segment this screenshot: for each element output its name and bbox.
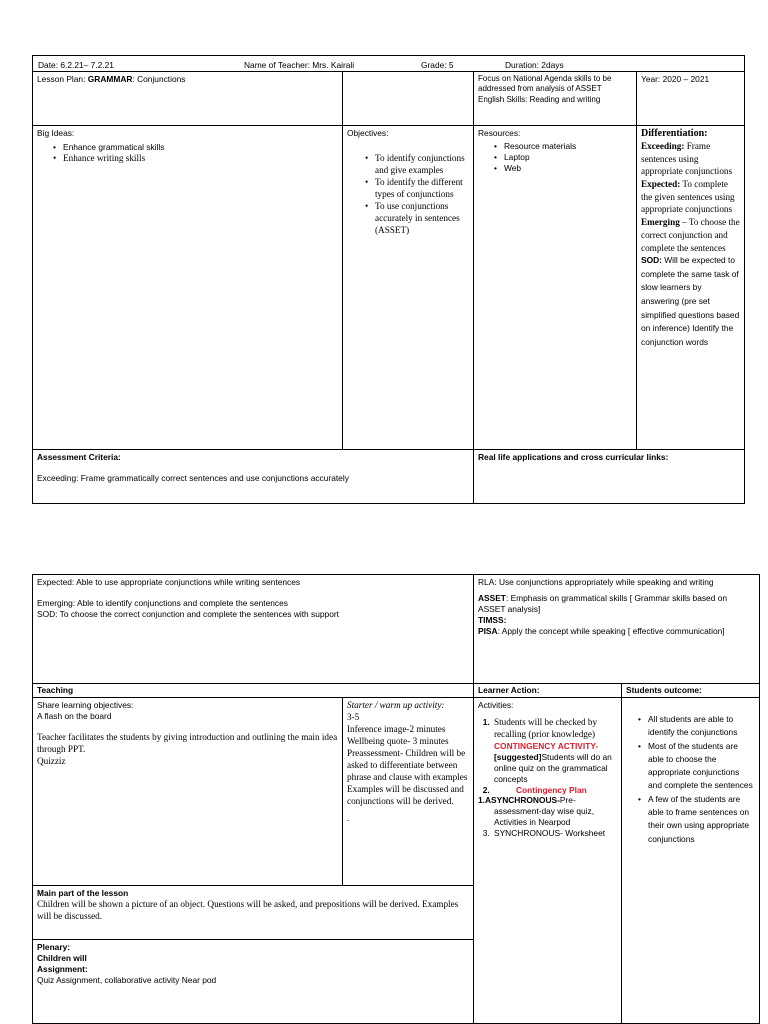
sync-text: SYNCHRONOUS- Worksheet [494,828,606,839]
students-outcome-label: Students outcome: [626,685,702,695]
focus-cell [473,71,637,126]
duration-field: Duration: 2days [505,60,564,70]
starter-cell [342,697,474,886]
objective-item: • To identify conjunctions and give examples [363,153,469,177]
assignment-label: Assignment: [37,963,88,974]
asset-label: ASSET [478,592,506,603]
plenary-cell [32,939,474,1024]
async-text: Pre-assessment-day wise quiz, Activities in Nearpod [494,795,595,828]
real-life-cell [473,449,745,504]
big-idea-item: • Enhance grammatical skills [51,142,338,153]
date-field: Date: 6.2.21– 7.2.21 [38,60,114,70]
outcomes-summary-cell [32,574,474,684]
objective-item: • To use conjunctions accurately in sentences (ASSET) [363,201,469,237]
outcome-item: • All students are able to identify the conjunctions [636,713,755,740]
year-text: Year: 2020 – 2021 [641,74,710,84]
learner-action-header [473,683,622,698]
pisa-text: : Apply the concept while speaking [ effective communication] [497,625,725,636]
plenary-label: Plenary: [37,942,71,952]
assignment-text: Quiz Assignment, collaborative activity Near pod [37,974,217,985]
expected-text: To complete the given sentences using appropriate conjunctions [641,179,735,215]
contingency-activity-label: CONTINGENCY ACTIVITY- [494,740,599,751]
outcomes-cell [621,697,760,1024]
children-will: Children will [37,952,87,963]
rla-text: RLA: Use conjunctions appropriately while speaking and writing [478,577,714,587]
big-ideas-label: Big Ideas: [37,128,75,138]
expected-label: Expected: [641,179,681,190]
real-life-label: Real life applications and cross curricular links: [478,452,669,462]
starter-line: Examples will be discussed and conjunctions will be derived. [347,783,464,806]
activities-cell [473,697,622,1024]
asset-text: : Emphasis on grammatical skills [ Grammar skills based on ASSET analysis] [478,592,728,614]
starter-line: Wellbeing quote- 3 minutes [347,735,449,746]
english-skills: English Skills: Reading and writing [478,94,601,104]
exceeding-label: Exceeding: [641,141,685,151]
teacher-field: Name of Teacher: Mrs. Kairali [244,60,355,70]
contingency-plan-label: Contingency Plan [516,784,587,795]
expected-outcome: Expected: Able to use appropriate conjunctions while writing sentences [37,577,301,587]
objective-item: • To identify the different types of conjunctions [363,177,469,201]
focus-text: Focus on National Agenda skills to be addressed from analysis of ASSET [478,74,612,94]
starter-line: 3-5 [347,711,360,722]
sod-text: Will be expected to complete the same task of slow learners by answering (pre set simplified questions based on inference) Identify the conjunction words [641,255,740,347]
big-ideas-cell [32,125,343,450]
main-part-label: Main part of the lesson [37,888,129,898]
lesson-plan-cell [32,71,343,126]
starter-line: Preassessment- Children will be asked to differentiate between phrase and clause with examples [347,747,468,782]
resources-cell [473,125,637,450]
share-objectives-cell [32,697,343,886]
emerging-outcome: Emerging: Able to identify conjunctions and complete the sentences [37,597,288,608]
grade-field: Grade: 5 [421,60,454,70]
assessment-exceeding: Exceeding: Frame grammatically correct sentences and use conjunctions accurately [37,472,349,483]
activities-label: Activities: [478,700,514,710]
share-objectives-label: Share learning objectives: [37,700,134,710]
starter-dot: . [347,812,350,823]
sod-outcome: SOD: To choose the correct conjunction and complete the sentences with support [37,608,339,619]
lesson-plan-topic: : Conjunctions [132,74,186,84]
big-idea-item: • Enhance writing skills [51,153,338,165]
resource-item: • Web [492,163,632,174]
objectives-cell [342,125,474,450]
resource-item: • Resource materials [492,141,632,152]
differentiation-label: Differentiation: [641,128,708,139]
exceeding-text: Frame sentences using appropriate conjunctions [641,141,733,177]
differentiation-cell [636,125,745,450]
assessment-cell [32,449,474,504]
flash-text: A flash on the board [37,710,112,721]
main-part-text: Children will be shown a picture of an object. Questions will be asked, and prepositions will be derived. Examples will be discussed. [37,898,459,921]
starter-line: Inference image-2 minutes [347,723,446,734]
links-cell [473,574,760,684]
main-part-cell [32,885,474,940]
async-label: 1.ASYNCHRONOUS- [478,795,560,806]
teaching-label: Teaching [37,685,74,695]
suggested-label: [suggested] [494,751,542,762]
objectives-label: Objectives: [347,128,389,138]
lesson-plan-subject: GRAMMAR [87,74,133,84]
pisa-label: PISA [478,625,498,636]
header-row [32,55,745,72]
activity-recall: Students will be checked by recalling (prior knowledge) [494,716,598,739]
outcome-item: • A few of the students are able to frame sentences on their own using appropriate conjunctions [636,793,755,846]
suggested-text: Students will do an online quiz on the grammatical concepts [494,751,612,784]
assessment-label: Assessment Criteria: [37,452,121,462]
sod-label: SOD: [641,255,662,266]
quizziz: Quizziz [37,755,66,766]
resource-item: • Laptop [492,152,632,163]
teacher-facilitates: Teacher facilitates the students by giving introduction and outlining the main idea through PPT. [37,731,338,754]
starter-title: Starter / warm up activity: [347,700,445,710]
emerging-label: Emerging [641,217,680,228]
students-outcome-header [621,683,760,698]
learner-action-label: Learner Action: [478,685,540,695]
teaching-header [32,683,474,698]
blank-cell [342,71,474,126]
year-cell [636,71,745,126]
outcome-item: • Most of the students are able to choose the appropriate conjunctions and complete the sentences [636,740,755,793]
lesson-plan-label: Lesson Plan: [37,74,88,84]
emerging-text: – To choose the correct conjunction and complete the sentences [641,217,740,253]
timss-label: TIMSS: [478,614,507,625]
resources-label: Resources: [478,128,521,138]
